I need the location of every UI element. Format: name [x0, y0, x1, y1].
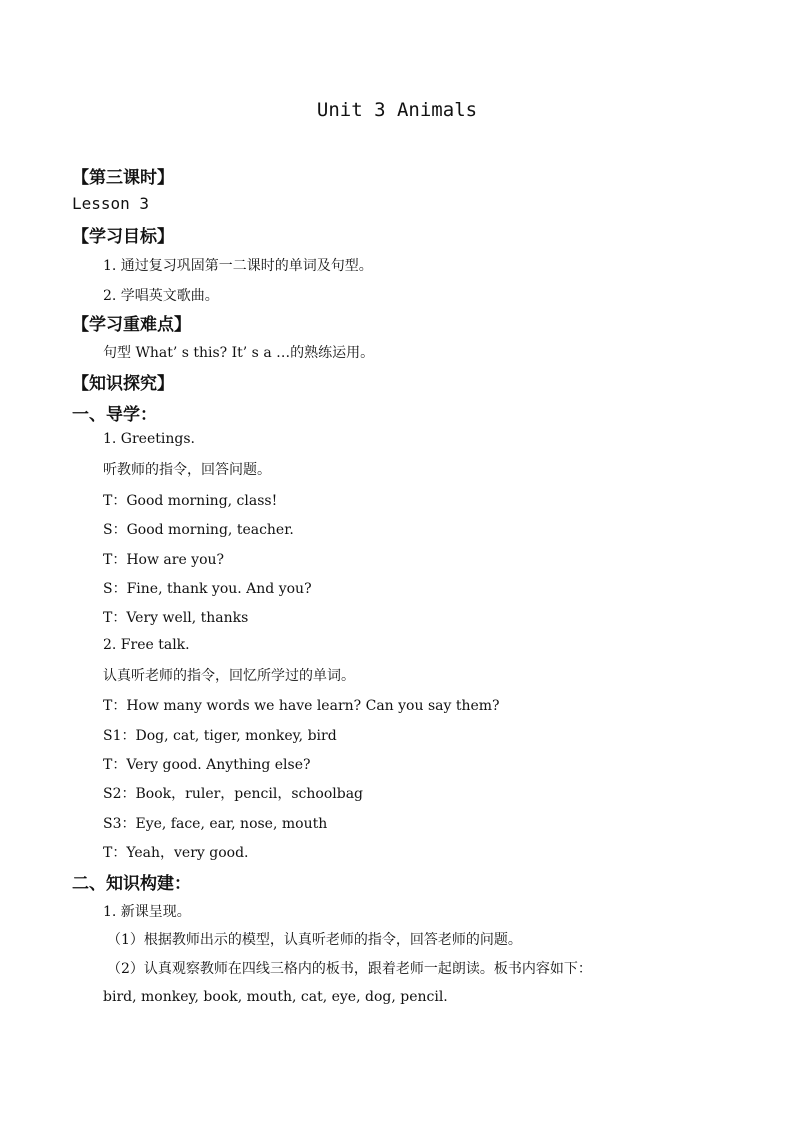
dialogue-line: T：Good morning, class!: [103, 493, 278, 509]
paragraph-line: 听教师的指令，回答问题。: [103, 462, 271, 478]
dialogue-line: S2：Book，ruler，pencil，schoolbag: [103, 786, 363, 802]
dialogue-line: S3：Eye, face, ear, nose, mouth: [103, 816, 328, 832]
dialogue-line: S1：Dog, cat, tiger, monkey, bird: [103, 728, 337, 744]
paragraph-line: 2. Free talk.: [103, 637, 190, 653]
paragraph-line: （2）认真观察教师在四线三格内的板书，跟着老师一起朗读。板书内容如下：: [107, 961, 592, 977]
dialogue-line: T：Very well, thanks: [103, 610, 249, 626]
section-heading-objectives: 【学习目标】: [72, 227, 174, 247]
dialogue-line: T：How are you?: [103, 552, 225, 568]
section-heading-key-points: 【学习重难点】: [72, 315, 191, 335]
dialogue-line: T：How many words we have learn? Can you say them?: [103, 698, 500, 714]
objective-item: 1. 通过复习巩固第一二课时的单词及句型。: [103, 258, 373, 274]
document-title: Unit 3 Animals: [316, 99, 478, 121]
paragraph-line: 认真听老师的指令，回忆所学过的单词。: [103, 668, 355, 684]
dialogue-line: T：Yeah，very good.: [103, 845, 249, 861]
dialogue-line: S：Good morning, teacher.: [103, 522, 294, 538]
section-heading-exploration: 【知识探究】: [72, 374, 174, 394]
paragraph-line: （1）根据教师出示的模型，认真听老师的指令，回答老师的问题。: [107, 932, 522, 948]
paragraph-line: 1. Greetings.: [103, 431, 195, 447]
key-point-text: 句型 What’ s this? It’ s a …的熟练运用。: [103, 345, 375, 361]
section-heading-period: 【第三课时】: [72, 168, 174, 188]
subsection-heading-construction: 二、知识构建：: [72, 874, 191, 894]
lesson-label: Lesson 3: [72, 194, 150, 213]
dialogue-line: T：Very good. Anything else?: [103, 757, 311, 773]
word-list-line: bird, monkey, book, mouth, cat, eye, dog, pencil.: [103, 989, 448, 1005]
objective-item: 2. 学唱英文歌曲。: [103, 288, 219, 304]
dialogue-line: S：Fine, thank you. And you?: [103, 581, 312, 597]
paragraph-line: 1. 新课呈现。: [103, 904, 191, 920]
subsection-heading-intro: 一、导学：: [72, 405, 157, 425]
